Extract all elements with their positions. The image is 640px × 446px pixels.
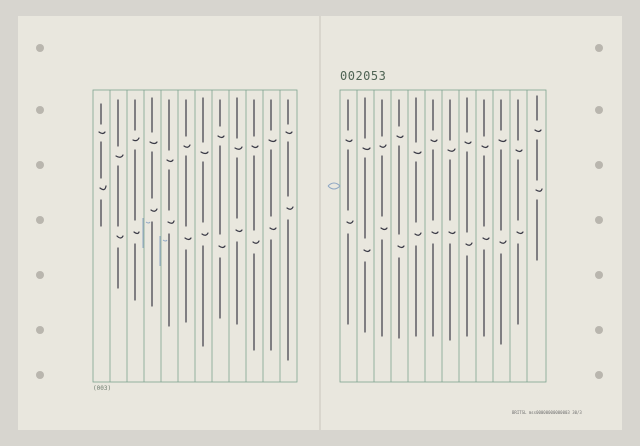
serial-number: 002053	[340, 69, 387, 83]
archive-code: BRITSL mss00000000000003 30/3	[512, 410, 582, 415]
folio-label: (003)	[93, 385, 112, 392]
